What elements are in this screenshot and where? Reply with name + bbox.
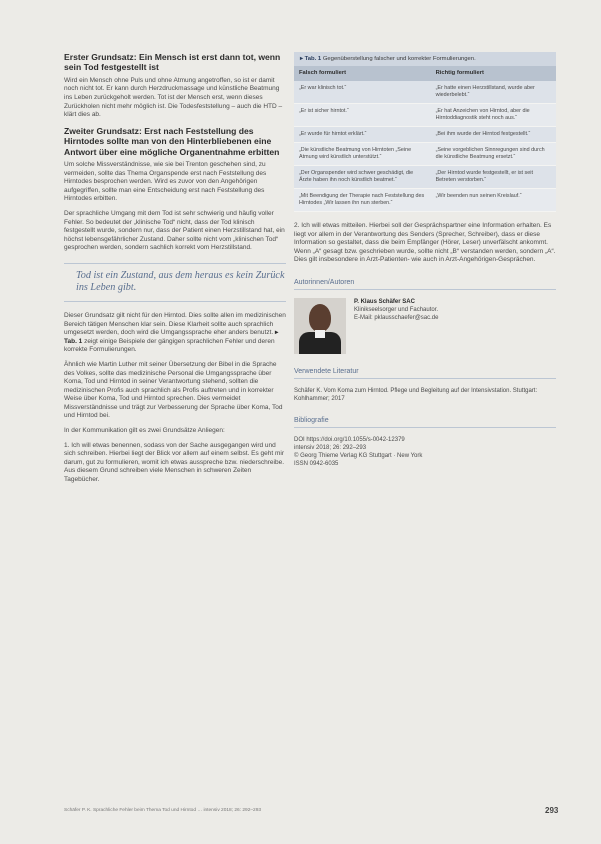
- cell-right: „Er hatte einen Herzstillstand, wurde aber wiederbelebt.“: [431, 81, 556, 104]
- page-number: 293: [545, 806, 559, 815]
- table-row: [294, 189, 556, 212]
- cell-wrong: „Er ist sicher hirntot.“: [294, 104, 431, 127]
- cell-wrong: „Der Organspender wird schwer geschädigt, die Ärzte haben ihn noch künstlich beatmet.“: [294, 166, 431, 189]
- section-title-authors: Autorinnen/Autoren: [294, 279, 556, 290]
- paragraph: [64, 312, 286, 355]
- cell-wrong: „Mit Beendigung der Therapie nach Feststellung des Hirntodes „Wir lassen ihn nun sterben.“: [294, 189, 431, 212]
- footer-citation: Schäfer P. K. Sprachliche Fehler beim Thema Tod und Hirntod … intensiv 2018; 26: 292–293: [64, 808, 262, 813]
- table-reference-link[interactable]: ▸ Tab. 1: [64, 329, 279, 345]
- cell-wrong: „Die künstliche Beatmung von Hirntoten „Seine Atmung wird künstlich unterstützt.“: [294, 143, 431, 166]
- list-item: 1. Ich will etwas benennen, sodass von der Sache ausgegangen wird und sich schreiben. Hierbei liegt der Blick vor allem auf einem selbst. Es geht mir darum, gut zu formulieren, womit ich etwas ausspreche bzw. niederschreibe. Aus diesem Grund schreiben viele Menschen in schweren Zeiten Tagebücher.: [64, 441, 285, 484]
- section-title-literature: Verwendete Literatur: [294, 368, 556, 379]
- right-column: [294, 52, 556, 468]
- cell-right: „Bei ihm wurde der Hirntod festgestellt.“: [431, 127, 556, 143]
- pull-quote: Tod ist ein Zustand, aus dem heraus es kein Zurück ins Leben gibt.: [64, 263, 286, 302]
- author-name: P. Klaus Schäfer SAC: [354, 298, 415, 305]
- formulation-table: [294, 66, 556, 212]
- paragraph: Der sprachliche Umgang mit dem Tod ist sehr schwierig und häufig voller Fehler. So bedeutet der „klinische Tod“ nicht, dass der Tod klinisch festgestellt wurde, sondern nur, dass der Patient einen Herzstillstand hat, ein höchst lebensgefährlicher Zustand. Daher sollte nicht vom „klinischen Tod“ gesprochen werden, sondern sachlich korrekt vom Herzstillstand.: [64, 209, 285, 252]
- bib-line: intensiv 2018; 26: 292–293: [294, 444, 367, 451]
- table-caption: [294, 52, 556, 66]
- cell-wrong: „Er war klinisch tot.“: [294, 81, 431, 104]
- column-header-wrong: Falsch formuliert: [294, 66, 431, 81]
- author-email-link[interactable]: E-Mail: pklausschaefer@sac.de: [354, 314, 439, 321]
- paragraph: In der Kommunikation gilt es zwei Grundsätze Anliegen:: [64, 427, 225, 435]
- cell-right: „Der Hirntod wurde festgestellt, er ist seit Betreten verstorben.“: [431, 166, 556, 189]
- author-photo: [294, 298, 346, 354]
- cell-right: „Wir beenden nun seinen Kreislauf.“: [431, 189, 556, 212]
- table-row: [294, 143, 556, 166]
- literature-entry: Schäfer K. Vom Koma zum Hirntod. Pflege und Begleitung auf der Intensivstation. Stuttgart: Kohlhammer; 2017: [294, 387, 538, 402]
- table-label: ▸ Tab. 1: [300, 56, 322, 62]
- table-row: [294, 127, 556, 143]
- author-info: [354, 298, 438, 354]
- table-caption-text: Gegenüberstellung falscher und korrekter Formulierungen.: [322, 56, 476, 62]
- author-block: [294, 298, 556, 354]
- section-title-bibliography: Bibliografie: [294, 417, 556, 428]
- heading-first-principle: Erster Grundsatz: Ein Mensch ist erst dann tot, wenn sein Tod festgestellt ist: [64, 52, 281, 73]
- paragraph: Ähnlich wie Martin Luther mit seiner Übersetzung der Bibel in die Sprache des Volkes, sollte das medizinische Personal die Umgangssprache über Koma, Tod und Hirntod in seiner Verantwortung stehend, sollten die medizinischen Profis auch sprachlich als Profis auftreten und in korrekter Weise über Koma, Tod und Hirntod sprechen. Dies vermeidet Missverständnisse und trägt zur Verbesserung der Sprache über Koma, Tod und Hirntod bei.: [64, 360, 283, 420]
- bib-line: © Georg Thieme Verlag KG Stuttgart · New York: [294, 452, 423, 459]
- table-row: [294, 104, 556, 127]
- paragraph: Wird ein Mensch ohne Puls und ohne Atmung angetroffen, so ist er damit noch nicht tot. Er kann durch Herzdruckmassage und künstliche Beatmung ins Leben zurückgeholt werden. Tot ist der Mensch erst, wenn dieses Zurückholen nicht mehr möglich ist. Die Todesfeststellung – auch die HTD – klärt dies ab.: [64, 76, 283, 119]
- paragraph: Um solche Missverständnisse, wie sie bei Trenton geschehen sind, zu vermeiden, sollte das Thema Organspende erst nach Feststellung des Hirntodes besprochen werden. Wird es zuvor von den Angehörigen aufgegriffen, sollte man eine Entscheidung erst nach Feststellung des Hirntodes erbitten.: [64, 161, 267, 203]
- paragraph-text: zeigt einige Beispiele der gängigen sprachlichen Fehler und deren korrekte Formulierungen.: [64, 337, 275, 354]
- author-role: Klinikseelsorger und Fachautor.: [354, 306, 439, 313]
- cell-right: „Seine vorgeblichen Sinnregungen sind durch die künstliche Beatmung ersetzt.“: [431, 143, 556, 166]
- list-item: 2. Ich will etwas mitteilen. Hierbei soll der Gesprächspartner eine Information erhalten. Es liegt vor allem in der Verantwortung des Senders (Sprecher, Schreiber), dass er diese Information so gestaltet, dass die beim Empfänger (Hörer, Leser) unverfälscht ankommt. Wenn „A“ gesagt bzw. geschrieben wurde, sollte nicht „B“ verstanden werden, sondern „A“. Dies gilt insbesondere in Arzt-Patienten- wie auch in Arzt-Angehörigen-Gesprächen.: [294, 222, 556, 264]
- cell-wrong: „Er wurde für hirntot erklärt.“: [294, 127, 431, 143]
- paragraph-text: Dieser Grundsatz gilt nicht für den Hirntod. Dies sollte allen im medizinischen Bereich tätigen Menschen klar sein. Diese Klarheit sollte auch sprachlich umgesetzt werden, doch wird die Umgangssprache eher anders benutzt.: [64, 311, 286, 337]
- table-row: [294, 81, 556, 104]
- heading-second-principle: Zweiter Grundsatz: Erst nach Feststellung des Hirntodes sollte man von den Hinterbliebenen eine Antwort über eine mögliche Organentnahme erbitten: [64, 125, 280, 157]
- bib-line: ISSN 0942-6035: [294, 460, 339, 467]
- table-row: [294, 166, 556, 189]
- bib-doi-link[interactable]: DOI https://doi.org/10.1055/s-0042-12379: [294, 436, 405, 443]
- column-header-right: Richtig formuliert: [431, 66, 556, 81]
- cell-right: „Er hat Anzeichen von Hirntod, aber die Hirntoddiagnostik steht noch aus.“: [431, 104, 556, 127]
- left-column: [64, 52, 286, 491]
